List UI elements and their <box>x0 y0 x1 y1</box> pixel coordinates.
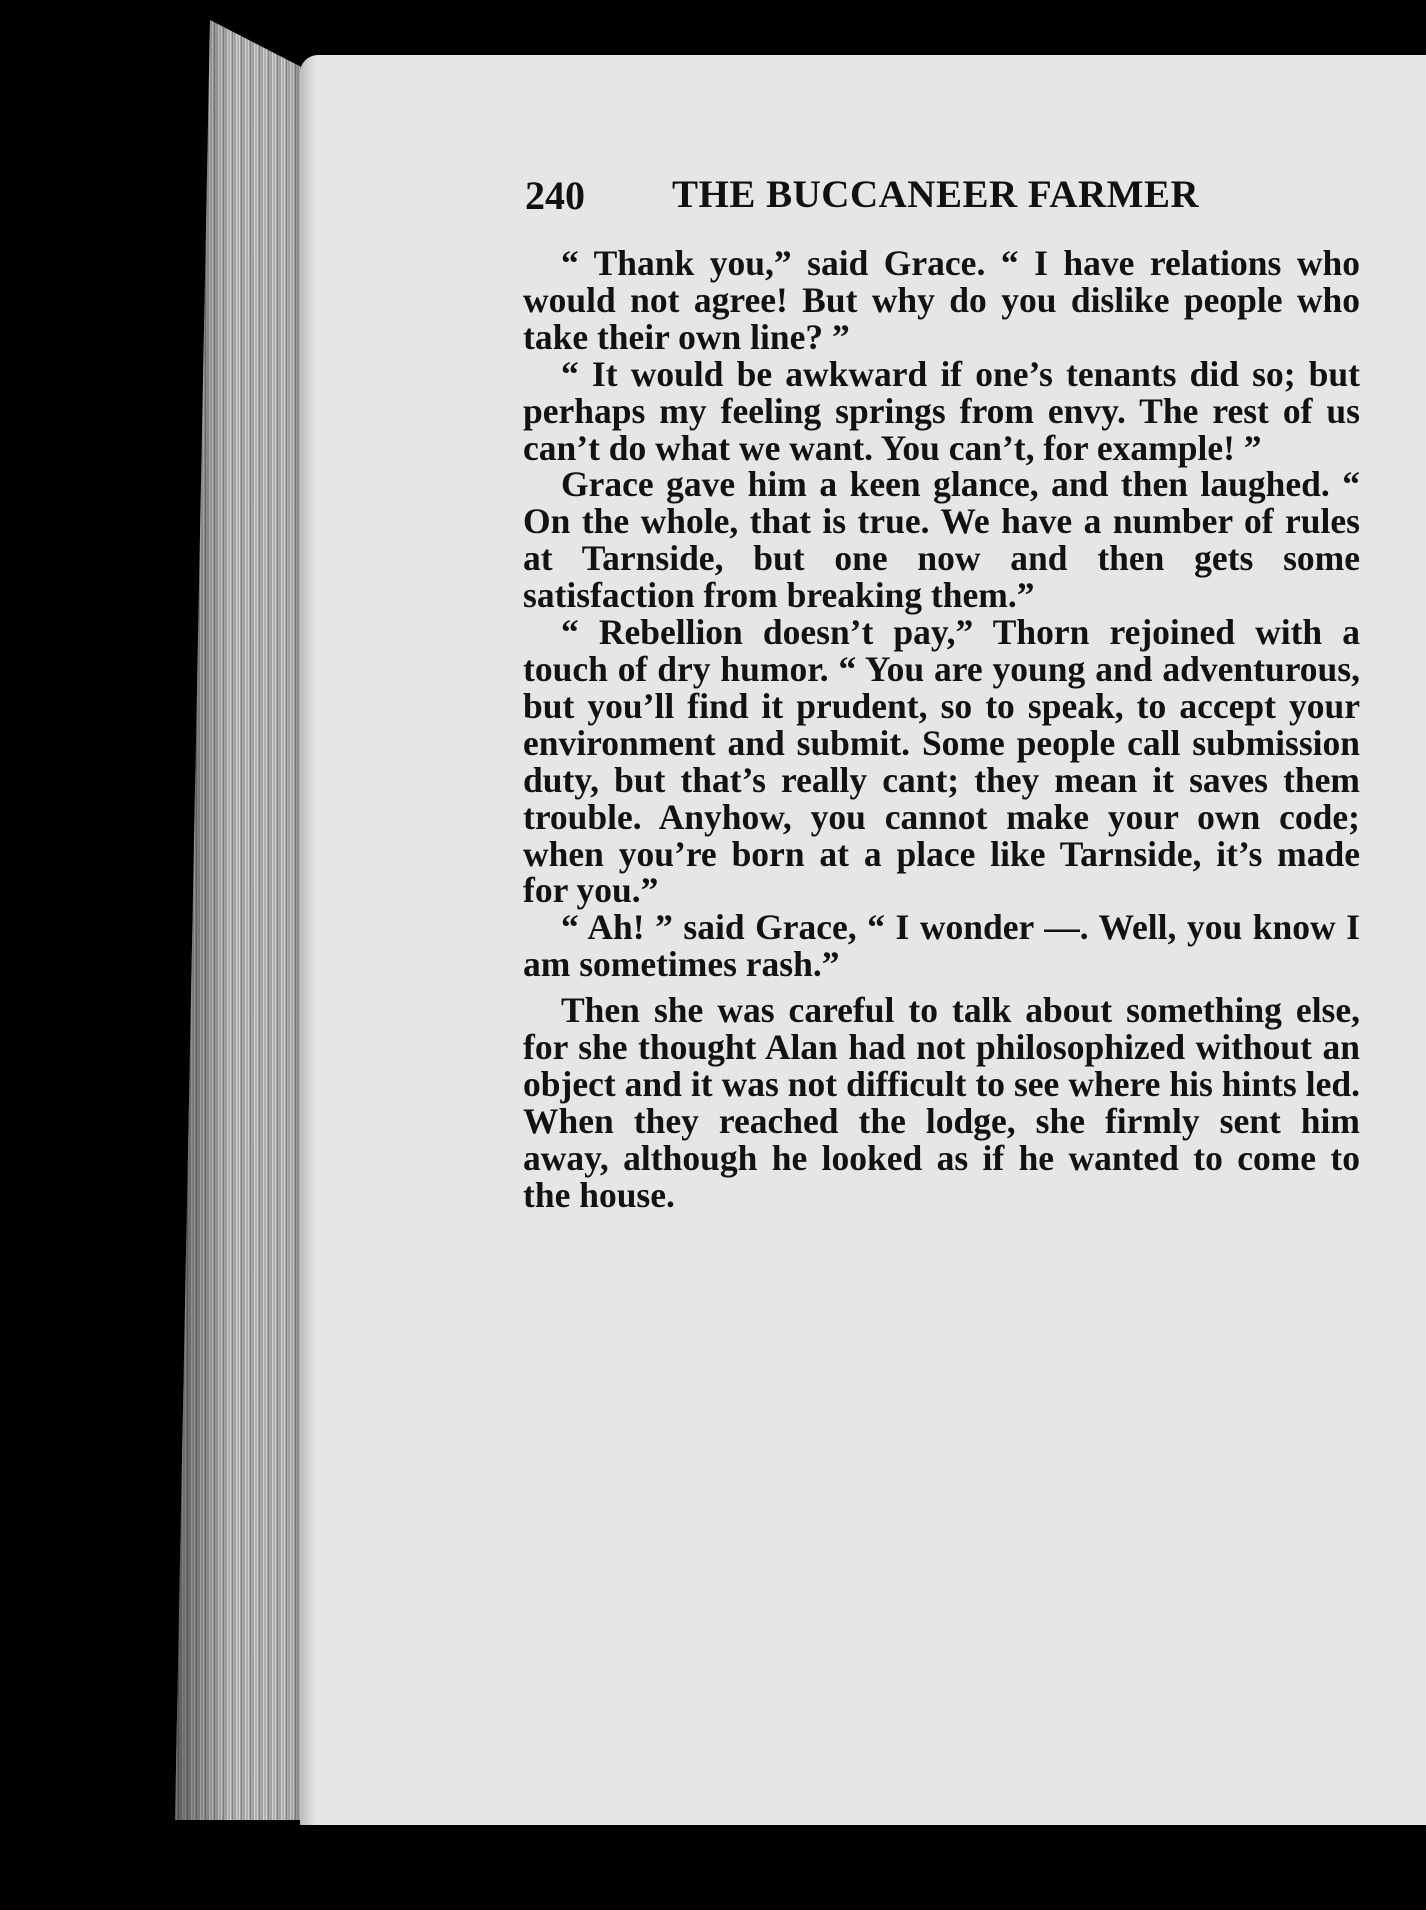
paragraph: “ Rebellion doesn’t pay,” Thorn rejoined with a touch of dry humor. “ You are young and adventurous, but you’ll find it prudent, so to speak, to accept your environment and submit. Some people call submission duty, but that’s really cant; they mean it saves them trouble. Anyhow, you cannot make your own code; when you’re born at a place like Tarnside, it’s made for you.” <box>523 612 1360 911</box>
page-header <box>525 172 1225 232</box>
paragraph: “ Thank you,” said Grace. “ I have relations who would not agree! But why do you dislike people who take their own line? ” <box>523 243 1360 357</box>
page-edges-shadow <box>175 20 315 1820</box>
paragraph: “ It would be awkward if one’s tenants did so; but perhaps my feeling springs from envy. The rest of us can’t do what we want. You can’t, for example! ” <box>523 353 1360 468</box>
paragraph: Then she was careful to talk about something else, for she thought Alan had not philosophized without an object and it was not difficult to see where his hints led. When they reached the lodge, she firmly sent him away, although he looked as if he wanted to come to the house. <box>523 990 1360 1215</box>
body-text <box>523 245 1360 1214</box>
paragraph: Grace gave him a keen glance, and then laughed. “ On the whole, that is true. We have a number of rules at Tarnside, but one now and then gets some satisfaction from breaking them.” <box>523 464 1360 616</box>
running-title: THE BUCCANEER FARMER <box>672 173 1200 216</box>
page-number: 240 <box>525 173 585 218</box>
paragraph: “ Ah! ” said Grace, “ I wonder —. Well, you know I am sometimes rash.” <box>523 907 1360 985</box>
